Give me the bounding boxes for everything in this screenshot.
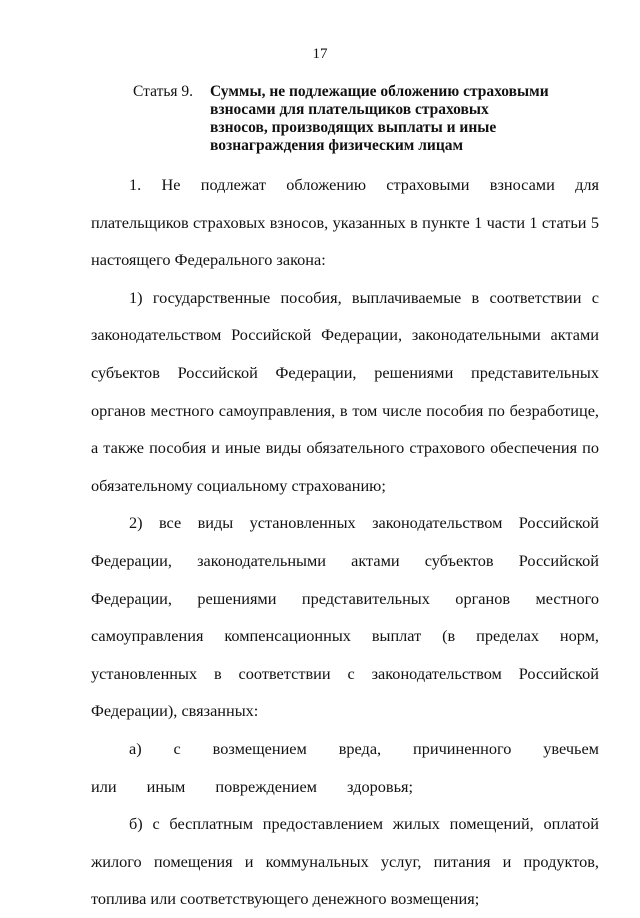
paragraph-part-1: 1. Не подлежат обложению страховыми взносами для плательщиков страховых взносов, указанных в пункте 1 части 1 статьи 5 настоящего Федерального закона:	[91, 175, 599, 270]
article-number: Статья 9.	[133, 83, 194, 100]
paragraph-subitem-b: б) с бесплатным предоставлением жилых помещений, оплатой жилого помещения и коммунальных услуг, питания и продуктов, топлива или соответствующего денежного возмещения;	[91, 814, 599, 909]
article-body	[91, 166, 599, 918]
paragraph-item-1: 1) государственные пособия, выплачиваемые в соответствии с законодательством Российской Федерации, законодательными актами субъектов Российской Федерации, решениями представительных органов местного самоуправления, в том числе пособия по безработице, а также пособия и иные виды обязательного страхового обеспечения по обязательному социальному страхованию;	[91, 287, 599, 495]
paragraph-item-2: 2) все виды установленных законодательством Российской Федерации, законодательными актами субъектов Российской Федерации, решениями представительных органов местного самоуправления компенсационных выплат (в пределах норм, установленных в соответствии с законодательством Российской Федерации), связанных:	[91, 513, 599, 721]
paragraph-subitem-a: а) с возмещением вреда, причиненного увечьем или иным повреждением здоровья;	[91, 738, 599, 796]
article-title: Суммы, не подлежащие обложению страховыми взносами для плательщиков страховых взносов, производящих выплаты и иные вознаграждения физическим лицам	[210, 83, 549, 154]
page-number: 17	[312, 46, 328, 62]
